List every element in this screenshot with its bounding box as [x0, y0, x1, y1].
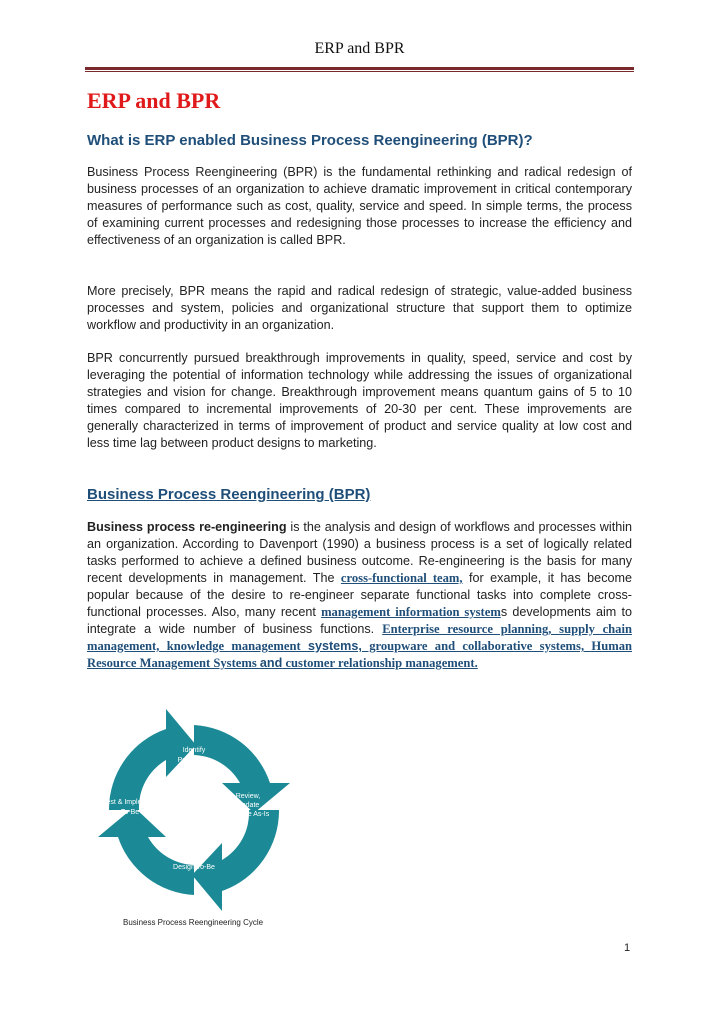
paragraph-bpr-definition: Business Process Reengineering (BPR) is the fundamental rethinking and radical redesign of business processes of an organization to achieve dramatic improvement in critical contemporary measures of performance such as cost, quality, service and speed. In simple terms, the process of examining current processes and redesigning those processes to increase the efficiency and effectiveness of an organization is called BPR.: [87, 165, 632, 247]
text-run: is the analysis and design of workflows and processes within an organization. According to Davenport (1990) a business process is a set of logically related tasks performed to achieve a defined business outcome. Re-engineering is the basis for many recent developments in management. The: [87, 520, 632, 585]
link-systems[interactable]: systems,: [307, 639, 362, 653]
stage-test-line1: Test & Implement: [102, 799, 158, 806]
stage-review-line3: Analyze As-Is: [226, 811, 270, 818]
link-groupware[interactable]: groupware and collaborative systems, Human Resource Management Systems: [87, 639, 632, 670]
link-management-information-system[interactable]: management information system: [321, 605, 501, 619]
link-and[interactable]: and: [259, 656, 283, 670]
running-header: ERP and BPR: [314, 40, 405, 57]
paragraph-bpr-precise: More precisely, BPR means the rapid and radical redesign of strategic, value-added business processes and system, policies and organizational structure that support them to optimize workflow and productivity in an organization.: [87, 284, 632, 332]
link-enterprise-resource-planning[interactable]: Enterprise resource planning, supply chain management, knowledge management: [87, 622, 632, 653]
stage-design: Design To-Be: [173, 864, 215, 871]
text-run: s developments aim to integrate a wide number of business functions.: [87, 605, 633, 636]
document-title: ERP and BPR: [87, 88, 221, 113]
stage-review-line2: Update: [236, 802, 260, 809]
section-heading-bpr: Business Process Reengineering (BPR): [87, 486, 371, 503]
section-heading-erp-bpr: What is ERP enabled Business Process Reengineering (BPR)?: [87, 132, 533, 149]
header-rule-thick: [85, 67, 634, 70]
diagram-caption: Business Process Reengineering Cycle: [123, 918, 264, 927]
link-cross-functional-team[interactable]: cross-functional team,: [340, 571, 463, 585]
stage-test-line2: To-Be: [120, 809, 140, 816]
bpr-cycle-diagram: [90, 705, 300, 935]
arrow-review: [192, 810, 279, 911]
text-run: for example, it has become popular because of the desire to re-engineer separate functional tasks into complete cross-functional processes. Also, many recent: [87, 571, 632, 619]
bold-term: Business process re-engineering: [87, 520, 287, 534]
stage-review-line1: Review,: [235, 793, 261, 800]
page-number: 1: [624, 942, 631, 954]
arrow-design: [98, 807, 194, 895]
stage-identify-line1: Identify: [182, 747, 206, 754]
paragraph-bpr-improvements: BPR concurrently pursued breakthrough improvements in quality, speed, service and cost by leveraging the potential of information technology while addressing the issues of organizational strategies and vision for change. Breakthrough improvement means quantum gains of 5 to 10 times compared to incremental improvements of 20-30 per cent. These improvements are generally characterized in terms of improvement of product and service quality at low cost and less time lag between product designs to marketing.: [87, 351, 632, 450]
paragraph-bpr-analysis: [87, 519, 632, 672]
header-rule-thin: [85, 71, 634, 72]
link-crm[interactable]: customer relationship management.: [282, 656, 478, 670]
stage-identify-line2: Processes: [177, 757, 211, 764]
